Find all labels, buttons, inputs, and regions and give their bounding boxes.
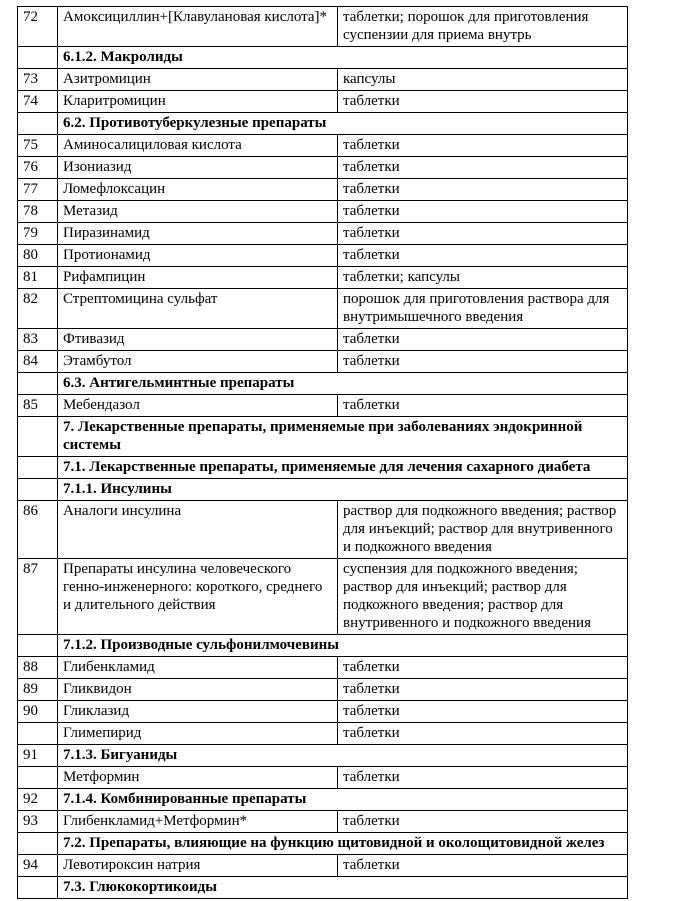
section-heading-row — [18, 479, 628, 501]
drug-name: Стрептомицина сульфат — [58, 289, 338, 329]
row-number: 72 — [18, 7, 58, 47]
row-number: 78 — [18, 201, 58, 223]
table-row — [18, 201, 628, 223]
drug-name: Этамбутол — [58, 351, 338, 373]
row-number — [18, 479, 58, 501]
section-heading-row — [18, 47, 628, 69]
row-number — [18, 635, 58, 657]
section-heading-row — [18, 833, 628, 855]
drug-name: Глибенкламид+Метформин* — [58, 811, 338, 833]
dosage-form: таблетки — [338, 855, 628, 877]
table-row — [18, 223, 628, 245]
section-heading-row — [18, 789, 628, 811]
drug-name: Аналоги инсулина — [58, 501, 338, 559]
table-row — [18, 767, 628, 789]
table-row — [18, 91, 628, 113]
dosage-form: таблетки — [338, 329, 628, 351]
section-title: 6.3. Антигельминтные препараты — [58, 373, 628, 395]
row-number — [18, 113, 58, 135]
row-number: 94 — [18, 855, 58, 877]
section-heading-row — [18, 877, 628, 899]
dosage-form: таблетки — [338, 395, 628, 417]
row-number: 91 — [18, 745, 58, 767]
dosage-form: таблетки — [338, 811, 628, 833]
dosage-form: таблетки; порошок для приготовления суспензии для приема внутрь — [338, 7, 628, 47]
drug-name: Пиразинамид — [58, 223, 338, 245]
drug-name: Фтивазид — [58, 329, 338, 351]
table-row — [18, 723, 628, 745]
table-row — [18, 69, 628, 91]
drug-list-table — [17, 6, 628, 899]
dosage-form: порошок для приготовления раствора для внутримышечного введения — [338, 289, 628, 329]
dosage-form: таблетки — [338, 767, 628, 789]
section-heading-row — [18, 417, 628, 457]
row-number: 84 — [18, 351, 58, 373]
table-row — [18, 179, 628, 201]
row-number: 76 — [18, 157, 58, 179]
drug-name: Гликвидон — [58, 679, 338, 701]
row-number — [18, 47, 58, 69]
drug-name: Глибенкламид — [58, 657, 338, 679]
table-row — [18, 657, 628, 679]
section-title: 7.2. Препараты, влияющие на функцию щитовидной и околощитовидной желез — [58, 833, 628, 855]
dosage-form: суспензия для подкожного введения; раствор для инъекций; раствор для подкожного введения; раствор для внутривенного и подкожного введения — [338, 559, 628, 635]
row-number — [18, 723, 58, 745]
table-row — [18, 559, 628, 635]
table-row — [18, 245, 628, 267]
section-heading-row — [18, 635, 628, 657]
row-number: 73 — [18, 69, 58, 91]
drug-name: Азитромицин — [58, 69, 338, 91]
table-row — [18, 811, 628, 833]
table-row — [18, 267, 628, 289]
dosage-form: раствор для подкожного введения; раствор для инъекций; раствор для внутривенного и подкожного введения — [338, 501, 628, 559]
drug-name: Мебендазол — [58, 395, 338, 417]
drug-name: Амоксициллин+[Клавулановая кислота]* — [58, 7, 338, 47]
section-heading-row — [18, 373, 628, 395]
dosage-form: капсулы — [338, 69, 628, 91]
row-number: 92 — [18, 789, 58, 811]
section-heading-row — [18, 457, 628, 479]
section-title: 7. Лекарственные препараты, применяемые при заболеваниях эндокринной системы — [58, 417, 628, 457]
dosage-form: таблетки — [338, 679, 628, 701]
row-number: 79 — [18, 223, 58, 245]
dosage-form: таблетки — [338, 657, 628, 679]
section-title: 7.1.4. Комбинированные препараты — [58, 789, 628, 811]
drug-name: Протионамид — [58, 245, 338, 267]
table-row — [18, 701, 628, 723]
row-number — [18, 457, 58, 479]
table-row — [18, 7, 628, 47]
row-number: 89 — [18, 679, 58, 701]
dosage-form: таблетки — [338, 179, 628, 201]
section-heading-row — [18, 745, 628, 767]
dosage-form: таблетки — [338, 91, 628, 113]
row-number — [18, 767, 58, 789]
table-row — [18, 157, 628, 179]
dosage-form: таблетки — [338, 723, 628, 745]
dosage-form: таблетки; капсулы — [338, 267, 628, 289]
dosage-form: таблетки — [338, 135, 628, 157]
section-title: 7.1.1. Инсулины — [58, 479, 628, 501]
dosage-form: таблетки — [338, 245, 628, 267]
row-number: 81 — [18, 267, 58, 289]
table-row — [18, 351, 628, 373]
row-number — [18, 877, 58, 899]
section-title: 7.1.3. Бигуаниды — [58, 745, 628, 767]
row-number: 75 — [18, 135, 58, 157]
drug-name: Метформин — [58, 767, 338, 789]
drug-list-body — [18, 7, 628, 899]
drug-name: Кларитромицин — [58, 91, 338, 113]
section-title: 7.1.2. Производные сульфонилмочевины — [58, 635, 628, 657]
drug-name: Левотироксин натрия — [58, 855, 338, 877]
table-row — [18, 135, 628, 157]
dosage-form: таблетки — [338, 223, 628, 245]
drug-name: Аминосалициловая кислота — [58, 135, 338, 157]
table-row — [18, 395, 628, 417]
table-row — [18, 501, 628, 559]
row-number: 80 — [18, 245, 58, 267]
row-number: 77 — [18, 179, 58, 201]
section-title: 7.1. Лекарственные препараты, применяемые для лечения сахарного диабета — [58, 457, 628, 479]
dosage-form: таблетки — [338, 201, 628, 223]
drug-name: Метазид — [58, 201, 338, 223]
row-number: 87 — [18, 559, 58, 635]
row-number: 83 — [18, 329, 58, 351]
drug-name: Рифампицин — [58, 267, 338, 289]
section-title: 7.3. Глюкокортикоиды — [58, 877, 628, 899]
drug-name: Изониазид — [58, 157, 338, 179]
row-number: 82 — [18, 289, 58, 329]
dosage-form: таблетки — [338, 701, 628, 723]
drug-name: Ломефлоксацин — [58, 179, 338, 201]
table-row — [18, 289, 628, 329]
row-number: 86 — [18, 501, 58, 559]
drug-name: Препараты инсулина человеческого генно-инженерного: короткого, среднего и длительного действия — [58, 559, 338, 635]
table-row — [18, 855, 628, 877]
dosage-form: таблетки — [338, 351, 628, 373]
drug-name: Гликлазид — [58, 701, 338, 723]
section-title: 6.1.2. Макролиды — [58, 47, 628, 69]
section-title: 6.2. Противотуберкулезные препараты — [58, 113, 628, 135]
table-row — [18, 329, 628, 351]
row-number: 85 — [18, 395, 58, 417]
row-number — [18, 417, 58, 457]
row-number: 93 — [18, 811, 58, 833]
row-number: 88 — [18, 657, 58, 679]
table-row — [18, 679, 628, 701]
row-number — [18, 833, 58, 855]
row-number: 90 — [18, 701, 58, 723]
row-number: 74 — [18, 91, 58, 113]
drug-name: Глимепирид — [58, 723, 338, 745]
section-heading-row — [18, 113, 628, 135]
dosage-form: таблетки — [338, 157, 628, 179]
row-number — [18, 373, 58, 395]
